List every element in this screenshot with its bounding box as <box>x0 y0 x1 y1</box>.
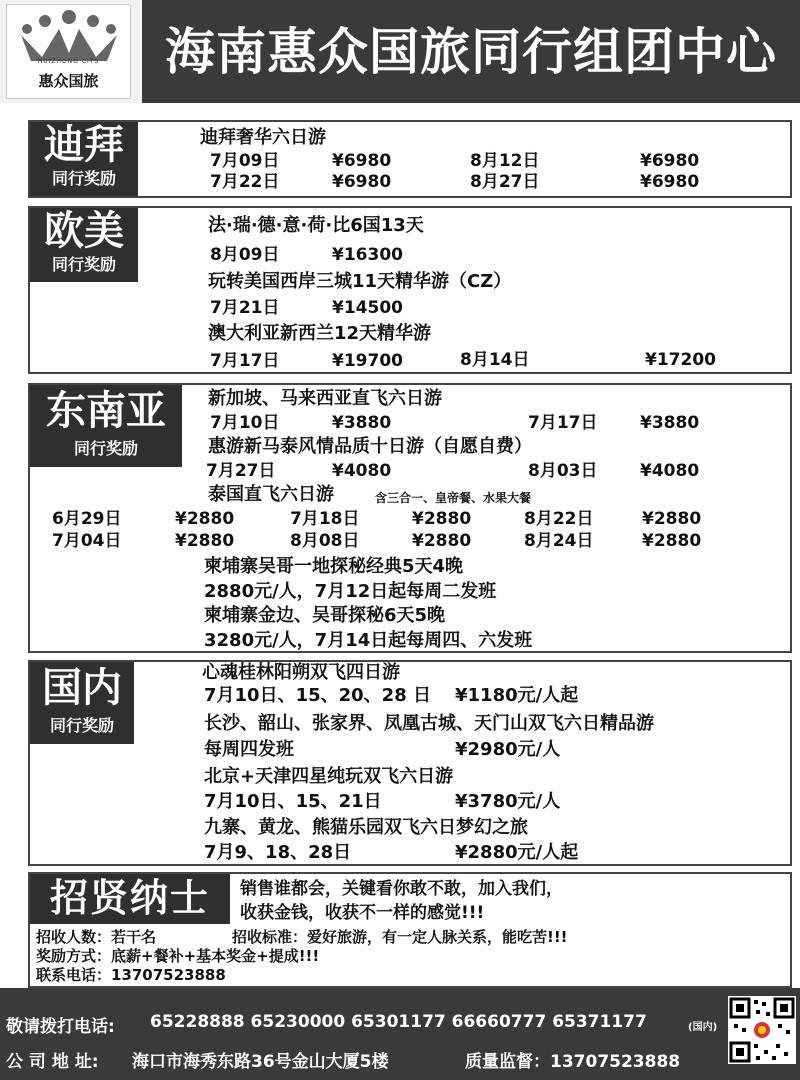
date: 8月24日 <box>524 531 594 551</box>
address-label: 公 司 地 址: <box>6 1052 99 1072</box>
product-title: 迪拜奢华六日游 <box>200 127 326 148</box>
date: 8月08日 <box>290 531 360 551</box>
date: 7月10日 <box>210 413 280 433</box>
price: ¥16300 <box>332 245 403 265</box>
tag-title: 东南亚 <box>46 388 166 434</box>
price: ¥6980 <box>332 151 392 171</box>
price: ¥2880 <box>175 509 235 529</box>
recruit-phone: 联系电话：13707523888 <box>36 966 226 984</box>
tag-title: 招贤纳士 <box>49 876 210 920</box>
product-title: 长沙、韶山、张家界、凤凰古城、天门山双飞六日精品游 <box>204 713 654 734</box>
date: 7月21日 <box>210 298 280 318</box>
recruit-count: 招收人数：若干名 <box>36 928 157 946</box>
product-title: 玩转美国西岸三城11天精华游（CZ） <box>208 271 512 292</box>
product-info: 2880元/人，7月12日起每周二发班 <box>204 581 497 602</box>
tag-recruit <box>30 874 230 924</box>
recruit-reward: 奖励方式：底薪+餐补+基本奖金+提成!!! <box>36 947 320 965</box>
date: 7月04日 <box>52 531 122 551</box>
price: ¥2880 <box>642 509 702 529</box>
price: ¥1180元/人起 <box>455 685 579 706</box>
departure-dates: 7月10日、15、21日 <box>204 791 382 812</box>
tag-subtitle: 同行奖励 <box>51 255 116 274</box>
price: ¥6980 <box>640 172 700 192</box>
phone-numbers: 65228888 65230000 65301177 66660777 65371177 <box>150 1012 647 1032</box>
recruit-slogan: 收获金钱，收获不一样的感觉!!! <box>240 903 485 923</box>
product-title: 新加坡、马来西亚直飞六日游 <box>208 388 442 409</box>
product-title: 泰国直飞六日游 <box>208 484 334 505</box>
price: ¥4080 <box>332 461 392 481</box>
product-note: 含三合一、皇帝餐、水果大餐 <box>375 491 532 505</box>
logo-subtitle: HUIZHONG CITS <box>37 58 100 65</box>
date: 7月18日 <box>290 509 360 529</box>
tag-title: 欧美 <box>44 208 124 254</box>
date: 7月17日 <box>210 351 280 371</box>
date: 7月22日 <box>210 172 280 192</box>
date: 8月03日 <box>528 461 598 481</box>
departure-dates: 7月10日、15、20、28 日 <box>204 685 431 706</box>
qr-code-icon <box>728 996 796 1064</box>
tag-subtitle: 同行奖励 <box>51 169 116 188</box>
date: 8月14日 <box>460 350 530 370</box>
product-title: 法·瑞·德·意·荷·比6国13天 <box>208 215 424 236</box>
page-title: 海南惠众国旅同行组团中心 <box>165 23 777 81</box>
tag-dubai <box>30 122 138 196</box>
tag-subtitle: 同行奖励 <box>73 439 138 458</box>
product-title: 澳大利亚新西兰12天精华游 <box>208 323 432 344</box>
tag-europe-america <box>30 208 138 282</box>
address: 海口市海秀东路36号金山大厦5楼 <box>132 1052 389 1072</box>
tag-domestic <box>30 662 134 744</box>
date: 8月27日 <box>470 172 540 192</box>
quality-supervision: 质量监督：13707523888 <box>465 1052 681 1072</box>
recruit-standard: 招收标准：爱好旅游，有一定人脉关系，能吃苦!!! <box>232 928 568 946</box>
tag-southeast-asia <box>30 385 182 467</box>
price: ¥3880 <box>640 413 700 433</box>
product-title: 心魂桂林阳朔双飞四日游 <box>202 662 400 683</box>
tag-title: 国内 <box>42 665 122 711</box>
product-title: 北京+天津四星纯玩双飞六日游 <box>204 766 454 787</box>
date: 6月29日 <box>52 509 122 529</box>
product-title: 惠游新马泰风情品质十日游（自愿自费） <box>208 436 532 457</box>
date: 7月17日 <box>528 413 598 433</box>
price: ¥2880 <box>642 531 702 551</box>
price: ¥3780元/人 <box>455 791 561 812</box>
departure-dates: 7月9、18、28日 <box>204 842 352 863</box>
price: ¥2880元/人起 <box>455 842 579 863</box>
date: 7月27日 <box>206 461 276 481</box>
date: 7月09日 <box>210 151 280 171</box>
phone-note: (国内) <box>688 1022 718 1033</box>
price: ¥17200 <box>645 350 716 370</box>
tag-subtitle: 同行奖励 <box>49 716 114 735</box>
product-title: 柬埔寨金边、吴哥探秘6天5晚 <box>204 605 446 626</box>
price: ¥6980 <box>332 172 392 192</box>
product-title: 九寨、黄龙、熊猫乐园双飞六日梦幻之旅 <box>204 817 528 838</box>
logo-name: 惠众国旅 <box>38 72 99 90</box>
price: ¥2880 <box>412 531 472 551</box>
price: ¥6980 <box>640 151 700 171</box>
phone-label: 敬请拨打电话: <box>6 1017 115 1037</box>
tag-title: 迪拜 <box>44 122 124 168</box>
price: ¥14500 <box>332 298 403 318</box>
price: ¥19700 <box>332 351 403 371</box>
price: ¥4080 <box>640 461 700 481</box>
price: ¥2980元/人 <box>455 739 561 760</box>
crown-logo-icon <box>7 5 132 65</box>
price: ¥2880 <box>412 509 472 529</box>
product-info: 3280元/人，7月14日起每周四、六发班 <box>204 630 533 651</box>
departure-dates: 每周四发班 <box>204 739 294 760</box>
date: 8月12日 <box>470 151 540 171</box>
date: 8月22日 <box>524 509 594 529</box>
recruit-slogan: 销售谁都会，关键看你敢不敢，加入我们， <box>240 879 563 899</box>
price: ¥2880 <box>175 531 235 551</box>
price: ¥3880 <box>332 413 392 433</box>
product-title: 柬埔寨吴哥一地探秘经典5天4晚 <box>204 556 464 577</box>
date: 8月09日 <box>210 245 280 265</box>
